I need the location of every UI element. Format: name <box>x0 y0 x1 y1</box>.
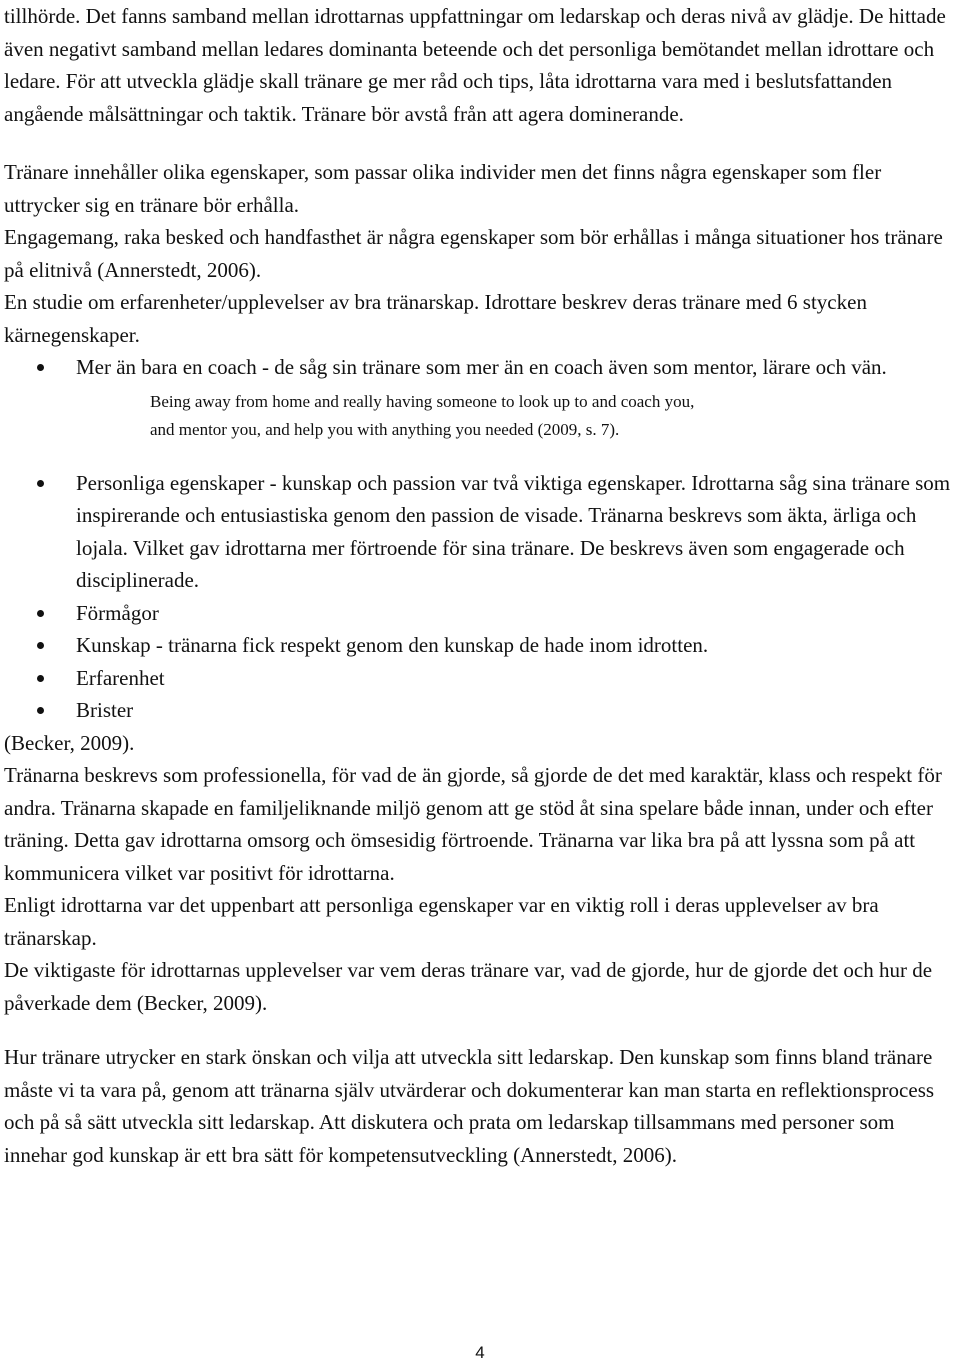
paragraph-leadership-development: Hur tränare utrycker en stark önskan och vilja att utveckla sitt ledarskap. Den kunskap som finns bland tränare måste vi ta vara på, genom att tränarna själv utvärderar och dokumenterar kan man starta en reflektionsprocess och på så sätt utveckla sitt ledarskap. Att diskutera och prata om ledarskap tillsammans med personer som innehar god kunskap är ett bra sätt för kompetensutveckling (Annerstedt, 2006). <box>4 1045 935 1167</box>
paragraph-professional-coaches: Tränarna beskrevs som professionella, för vad de än gjorde, så gjorde de det med karaktär, klass och respekt för andra. Tränarna skapade en familjeliknande miljö genom att ge stöd åt sina spelare både innan, under och efter träning. Detta gav idrottarna omsorg och ömsesidig förtroende. Tränarna var lika bra på att lyssna som på att kommunicera vilket var positivt för idrottarna. <box>4 763 942 885</box>
bullet-icon <box>37 675 44 682</box>
list-item <box>4 629 956 662</box>
bullet-icon <box>37 707 44 714</box>
bullet-icon <box>37 610 44 617</box>
block-quote <box>150 388 956 444</box>
bullet-icon <box>37 642 44 649</box>
list-item-text: Personliga egenskaper - kunskap och passion var två viktiga egenskaper. Idrottarna såg sina tränare som inspirerande och entusiastiska genom den passion de visade. Tränarna beskrevs som äkta, ärliga och lojala. Vilket gav idrottarna mer förtroende för sina tränare. De beskrevs även som engagerade och disciplinerade. <box>76 470 951 592</box>
page-number: 4 <box>475 1343 485 1362</box>
citation-becker: (Becker, 2009). <box>4 730 135 755</box>
list-item <box>4 597 956 630</box>
list-item-text: Mer än bara en coach - de såg sin tränare som mer än en coach även som mentor, lärare och vän. <box>76 355 887 379</box>
list-item-text: Kunskap - tränarna fick respekt genom den kunskap de hade inom idrotten. <box>76 633 709 657</box>
list-item-text: Brister <box>76 698 134 722</box>
paragraph-personal-qualities: Enligt idrottarna var det uppenbart att personliga egenskaper var en viktig roll i deras upplevelser av bra tränarskap. <box>4 893 879 950</box>
bullet-icon <box>37 480 44 487</box>
paragraph-athlete-experiences: De viktigaste för idrottarnas upplevelser var vem deras tränare var, vad de gjorde, hur de gjorde det och hur de påverkade dem (Becker, 2009). <box>4 958 933 1015</box>
list-item <box>4 351 956 384</box>
core-qualities-list-part-2 <box>4 467 956 727</box>
document-page <box>4 0 956 1171</box>
paragraph-engagement: Engagemang, raka besked och handfasthet är några egenskaper som bör erhållas i många situationer hos tränare på elitnivå (Annerstedt, 2006). <box>4 225 943 282</box>
quote-line: and mentor you, and help you with anything you needed (2009, s. 7). <box>150 419 620 439</box>
list-item-text: Erfarenhet <box>76 665 165 690</box>
paragraph-coach-qualities: Tränare innehåller olika egenskaper, som passar olika individer men det finns några egenskaper som fler uttrycker sig en tränare bör erhålla. <box>4 160 882 217</box>
bullet-icon <box>37 364 44 371</box>
paragraph-leadership-joy: tillhörde. Det fanns samband mellan idrottarnas uppfattningar om ledarskap och deras nivå av glädje. De hittade även negativt samband mellan ledares dominanta beteende och det personliga bemötandet mellan idrottare och ledare. För att utveckla glädje skall tränare ge mer råd och tips, låta idrottarna vara med i beslutsfattanden angående målsättningar och taktik. Tränare bör avstå från att agera dominerande. <box>4 4 946 126</box>
list-item <box>4 467 956 597</box>
quote-line: Being away from home and really having someone to look up to and coach you, <box>150 391 695 411</box>
list-item-text: Förmågor <box>76 600 159 625</box>
paragraph-study-intro: En studie om erfarenheter/upplevelser av bra tränarskap. Idrottare beskrev deras tränare med 6 stycken kärnegenskaper. <box>4 290 867 347</box>
core-qualities-list-part-1 <box>4 351 956 384</box>
list-item <box>4 694 956 727</box>
list-item <box>4 662 956 695</box>
